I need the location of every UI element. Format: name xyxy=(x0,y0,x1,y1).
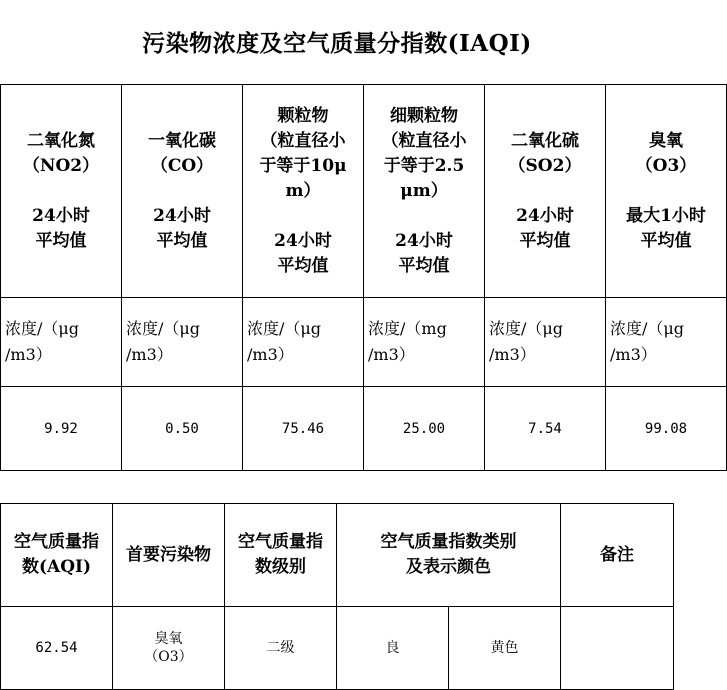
header-o3-name: 臭氧 xyxy=(649,130,683,151)
aqi-table xyxy=(0,503,674,690)
unit-cell-pm25 xyxy=(364,298,485,387)
header-pm10 xyxy=(243,85,364,298)
aqi-header-row xyxy=(1,504,674,607)
aqi-level-value: 二级 xyxy=(225,607,337,690)
primary-pollutant-formula: （O3） xyxy=(144,649,193,665)
header-no2-formula: （NO2） xyxy=(22,155,100,176)
value-o3: 99.08 xyxy=(606,387,727,471)
unit-co-line-1: 浓度/（μg xyxy=(126,319,201,338)
header-aqi-category xyxy=(337,504,561,607)
header-so2-formula: （SO2） xyxy=(508,155,582,176)
header-pm25-desc-2: 于等于2.5 xyxy=(383,155,465,176)
aqi-category-value: 良 xyxy=(337,607,449,690)
unit-row xyxy=(1,298,727,387)
header-pm25 xyxy=(364,85,485,298)
value-row xyxy=(1,387,727,471)
aqi-value: 62.54 xyxy=(1,607,113,690)
unit-so2-line-2: /m3） xyxy=(489,345,536,364)
header-no2-name: 二氧化氮 xyxy=(27,130,95,151)
header-pm25-period: 24小时 xyxy=(395,230,453,251)
unit-cell-co xyxy=(122,298,243,387)
header-no2 xyxy=(1,85,122,298)
header-o3-formula: （O3） xyxy=(635,155,697,176)
unit-no2-line-2: /m3） xyxy=(5,345,52,364)
aqi-color-value: 黄色 xyxy=(449,607,561,690)
unit-pm25-line-1: 浓度/（mg xyxy=(368,319,447,338)
primary-pollutant-value xyxy=(113,607,225,690)
header-pm10-desc-1: （粒直径小 xyxy=(260,130,346,151)
unit-no2-line-1: 浓度/（μg xyxy=(5,319,80,338)
header-o3-period: 最大1小时 xyxy=(626,205,706,226)
value-so2: 7.54 xyxy=(485,387,606,471)
value-no2: 9.92 xyxy=(1,387,122,471)
header-pm10-desc-3: m） xyxy=(285,180,321,201)
header-pm25-name: 细颗粒物 xyxy=(390,105,458,126)
header-no2-avg: 平均值 xyxy=(35,230,87,251)
header-aqi xyxy=(1,504,113,607)
aqi-value-row xyxy=(1,607,674,690)
header-pm10-avg: 平均值 xyxy=(277,255,329,276)
unit-pm25-line-2: /m3） xyxy=(368,345,415,364)
pollutant-header-row xyxy=(1,85,727,298)
value-co: 0.50 xyxy=(122,387,243,471)
header-pm10-name: 颗粒物 xyxy=(277,105,329,126)
header-pm25-avg: 平均值 xyxy=(398,255,450,276)
primary-pollutant-name: 臭氧 xyxy=(154,631,183,647)
header-aqi-level xyxy=(225,504,337,607)
unit-o3-line-1: 浓度/（μg xyxy=(610,319,685,338)
header-co xyxy=(122,85,243,298)
unit-pm10-line-2: /m3） xyxy=(247,345,294,364)
header-so2-period: 24小时 xyxy=(516,205,574,226)
header-pm25-desc-3: μm） xyxy=(400,180,448,201)
header-co-formula: （CO） xyxy=(150,155,214,176)
header-level-line-2: 数级别 xyxy=(255,557,306,577)
page-title: 污染物浓度及空气质量分指数(IAQI) xyxy=(142,30,532,57)
value-pm10: 75.46 xyxy=(243,387,364,471)
unit-pm10-line-1: 浓度/（μg xyxy=(247,319,322,338)
header-so2-name: 二氧化硫 xyxy=(511,130,579,151)
header-no2-period: 24小时 xyxy=(32,205,90,226)
header-pm25-desc-1: （粒直径小 xyxy=(381,130,467,151)
unit-cell-pm10 xyxy=(243,298,364,387)
unit-cell-so2 xyxy=(485,298,606,387)
header-remark: 备注 xyxy=(561,504,674,607)
header-category-line-1: 空气质量指数类别 xyxy=(380,532,517,552)
header-so2-avg: 平均值 xyxy=(519,230,571,251)
pollutant-table xyxy=(0,84,727,471)
unit-o3-line-2: /m3） xyxy=(610,345,657,364)
header-pm10-desc-2: 于等于10μ xyxy=(259,155,347,176)
unit-cell-o3 xyxy=(606,298,727,387)
header-o3-avg: 平均值 xyxy=(640,230,692,251)
remark-value xyxy=(561,607,674,690)
header-pm10-period: 24小时 xyxy=(274,230,332,251)
unit-cell-no2 xyxy=(1,298,122,387)
header-aqi-line-2: 数(AQI) xyxy=(21,557,92,577)
unit-co-line-2: /m3） xyxy=(126,345,173,364)
header-level-line-1: 空气质量指 xyxy=(238,532,323,552)
unit-so2-line-1: 浓度/（μg xyxy=(489,319,564,338)
header-category-line-2: 及表示颜色 xyxy=(406,557,491,577)
header-o3 xyxy=(606,85,727,298)
value-pm25: 25.00 xyxy=(364,387,485,471)
header-aqi-line-1: 空气质量指 xyxy=(14,532,99,552)
header-primary-pollutant: 首要污染物 xyxy=(113,504,225,607)
header-co-name: 一氧化碳 xyxy=(148,130,216,151)
header-co-period: 24小时 xyxy=(153,205,211,226)
header-so2 xyxy=(485,85,606,298)
header-co-avg: 平均值 xyxy=(156,230,208,251)
